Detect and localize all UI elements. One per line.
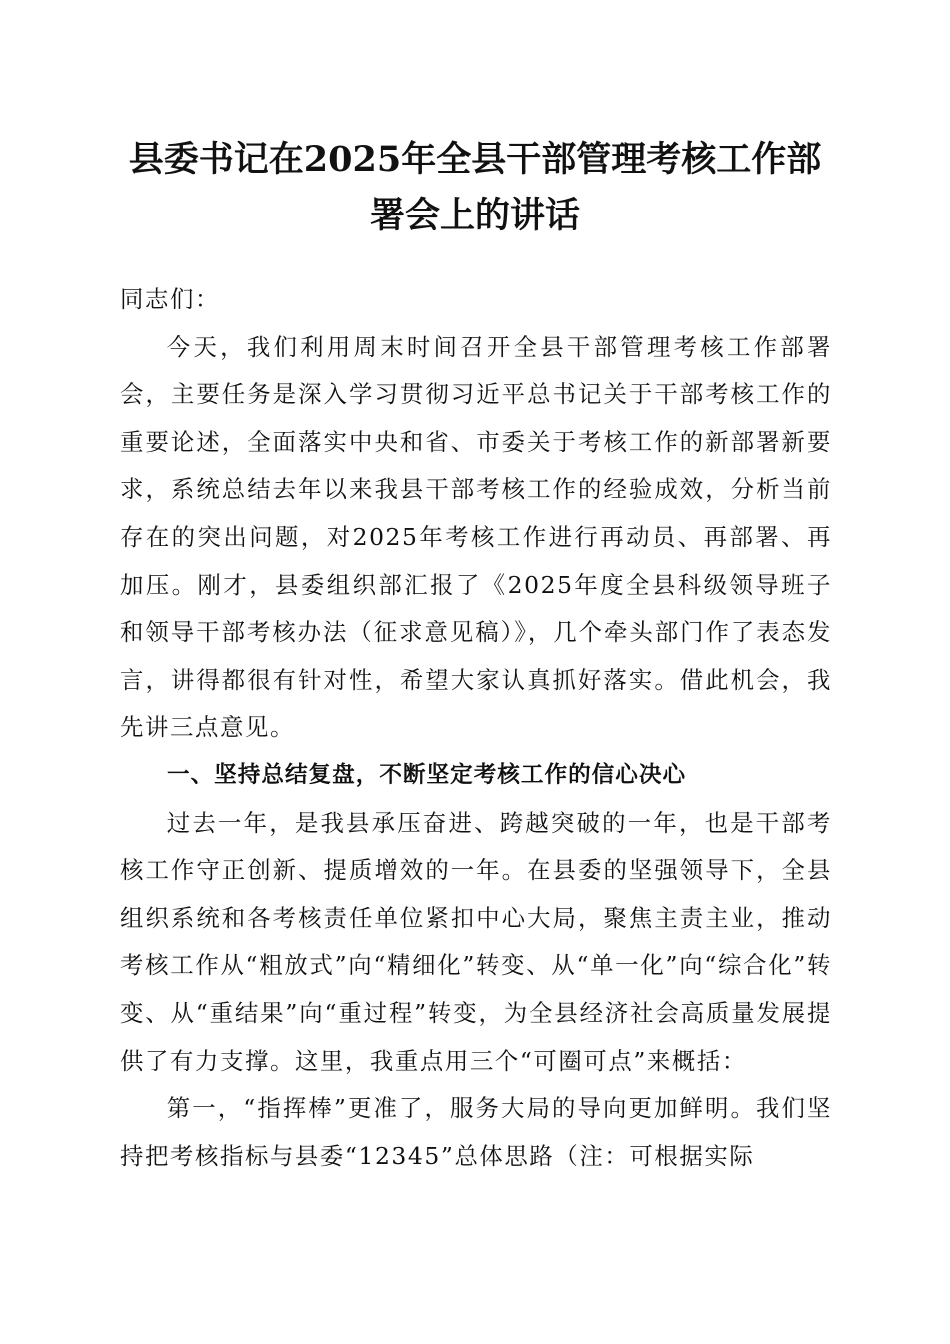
salutation: 同志们：	[120, 285, 220, 313]
section-heading-1: 一、坚持总结复盘，不断坚定考核工作的信心决心	[167, 761, 687, 788]
document-body	[120, 276, 832, 1180]
title-line-2: 署会上的讲话	[369, 195, 580, 236]
paragraph-first-point: 第一，“指挥棒”更准了，服务大局的导向更加鲜明。我们坚持把考核指标与县委“12345”总体思路（注：可根据实际	[120, 1094, 832, 1170]
document-title	[100, 132, 850, 244]
paragraph-review: 过去一年，是我县承压奋进、跨越突破的一年，也是干部考核工作守正创新、提质增效的一年。在县委的坚强领导下，全县组织系统和各考核责任单位紧扣中心大局，聚焦主责主业，推动考核工作从“粗放式”向“精细化”转变、从“单一化”向“综合化”转变、从“重结果”向“重过程”转变，为全县经济社会高质量发展提供了有力支撑。这里，我重点用三个“可圈可点”来概括：	[120, 808, 832, 1075]
paragraph-intro: 今天，我们利用周末时间召开全县干部管理考核工作部署会，主要任务是深入学习贯彻习近平总书记关于干部考核工作的重要论述，全面落实中央和省、市委关于考核工作的新部署新要求，系统总结去年以来我县干部考核工作的经验成效，分析当前存在的突出问题，对2025年考核工作进行再动员、再部署、再加压。刚才，县委组织部汇报了《2025年度全县科级领导班子和领导干部考核办法（征求意见稿）》，几个牵头部门作了表态发言，讲得都很有针对性，希望大家认真抓好落实。借此机会，我先讲三点意见。	[120, 332, 832, 742]
title-line-1: 县委书记在2025年全县干部管理考核工作部	[128, 139, 822, 180]
